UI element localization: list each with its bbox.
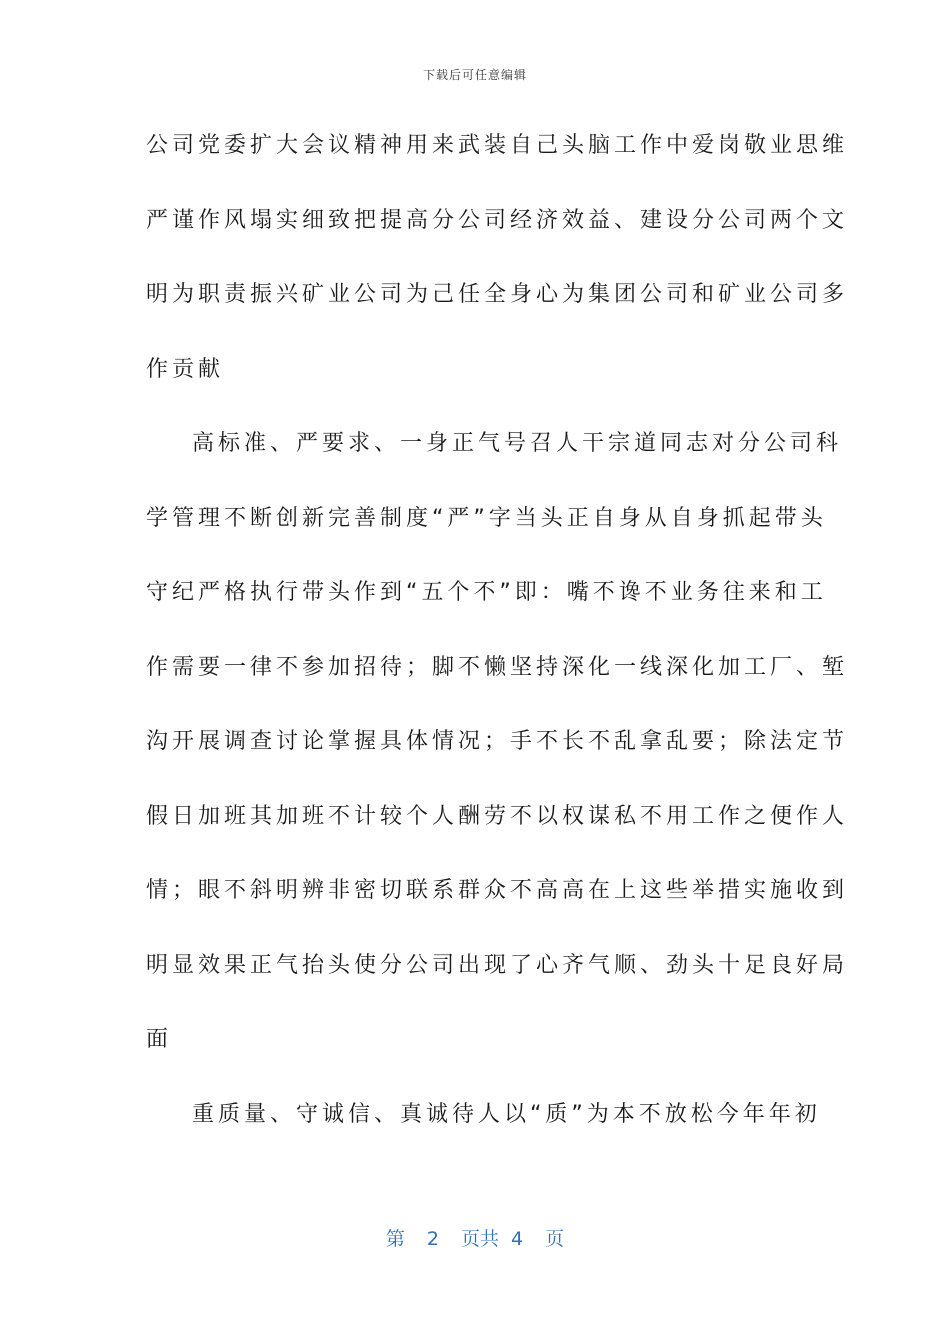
text-line: 情；眼不斜明辨非密切联系群众不高高在上这些举措实施收到 [146,878,849,903]
document-body [146,120,849,1163]
text-line: 严谨作风塌实细致把提高分公司经济效益、建设分公司两个文 [146,207,849,233]
text-line: 沟开展调查讨论掌握具体情况；手不长不乱拿乱要；除法定节 [146,729,849,754]
text-line: 面 [146,1027,173,1052]
text-line: 明显效果正气抬头使分公司出现了心齐气顺、劲头十足良好局 [146,952,849,978]
paragraph-start-line: 重质量、守诚信、真诚待人以“质”为本不放松今年年初 [192,1101,821,1127]
page-suffix: 页 [545,1228,565,1250]
text-line: 假日加班其加班不计较个人酬劳不以权谋私不用工作之便作人 [146,803,849,829]
text-line: 公司党委扩大会议精神用来武装自己头脑工作中爱岗敬业思维 [146,133,849,158]
current-page-number: 2 [426,1228,439,1250]
text-line: 守纪严格执行带头作到“五个不”即：嘴不谗不业务往来和工 [146,580,827,605]
paragraph-start-line: 高标准、严要求、一身正气号召人干宗道同志对分公司科 [192,431,843,456]
page-prefix: 第 [385,1228,405,1250]
text-line: 明为职责振兴矿业公司为己任全身心为集团公司和矿业公司多 [146,282,849,307]
text-line: 作贡献 [146,356,225,382]
page-mid-text: 页共 [460,1228,499,1250]
text-line: 学管理不断创新完善制度“严”字当头正自身从自身抓起带头 [146,505,827,531]
text-line: 作需要一律不参加招待；脚不懒坚持深化一线深化加工厂、堑 [146,654,849,680]
header-note: 下载后可任意编辑 [422,68,527,82]
total-pages-number: 4 [511,1228,524,1250]
page-footer [0,1224,950,1251]
